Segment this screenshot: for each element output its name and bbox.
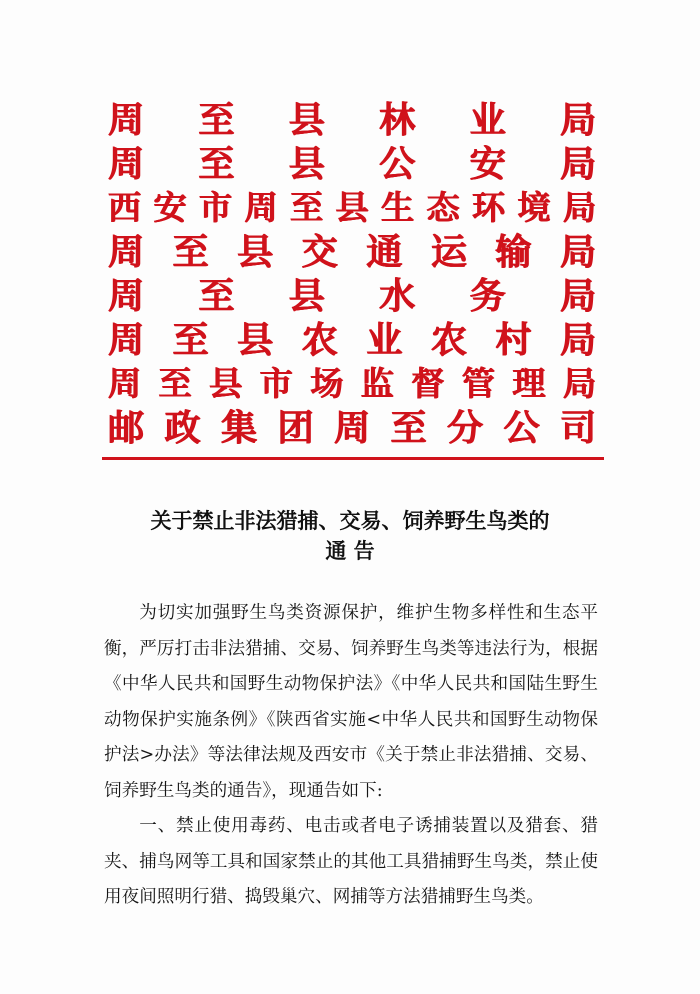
notice-title (90, 506, 610, 566)
issuer-forestry-bureau: 周至县林业局 (108, 99, 596, 141)
issuer-postal-group-branch: 邮政集团周至分公司 (108, 407, 596, 449)
issuer-agriculture-rural-bureau: 周至县农业农村局 (108, 319, 596, 361)
issuer-water-affairs-bureau: 周至县水务局 (108, 275, 596, 317)
notice-body (104, 596, 598, 916)
body-paragraph-intro: 为切实加强野生鸟类资源保护，维护生物多样性和生态平衡，严厉打击非法猎捕、交易、饲养野生鸟类等违法行为，根据《中华人民共和国野生动物保护法》《中华人民共和国陆生野生动物保护实施条例》《陕西省实施<中华人民共和国野生动物保护法>办法》等法律法规及西安市《关于禁止非法猎捕、交易、饲养野生鸟类的通告》，现通告如下: (104, 603, 598, 801)
red-separator-line (102, 457, 604, 460)
notice-title-line-1: 关于禁止非法猎捕、交易、饲养野生鸟类的 (150, 509, 550, 533)
issuer-transport-bureau: 周至县交通运输局 (108, 231, 596, 273)
issuing-agencies-header (108, 98, 596, 450)
issuer-ecology-environment-bureau: 西安市周至县生态环境局 (108, 188, 596, 227)
issuer-market-supervision-bureau: 周至县市场监督管理局 (108, 364, 596, 403)
issuer-public-security-bureau: 周至县公安局 (108, 143, 596, 185)
body-paragraph-article-1: 一、禁止使用毒药、电击或者电子诱捕装置以及猎套、猎夹、捕鸟网等工具和国家禁止的其他工具猎捕野生鸟类，禁止使用夜间照明行猎、捣毁巢穴、网捕等方法猎捕野生鸟类。 (104, 816, 598, 907)
notice-title-line-2: 通 告 (325, 539, 375, 563)
